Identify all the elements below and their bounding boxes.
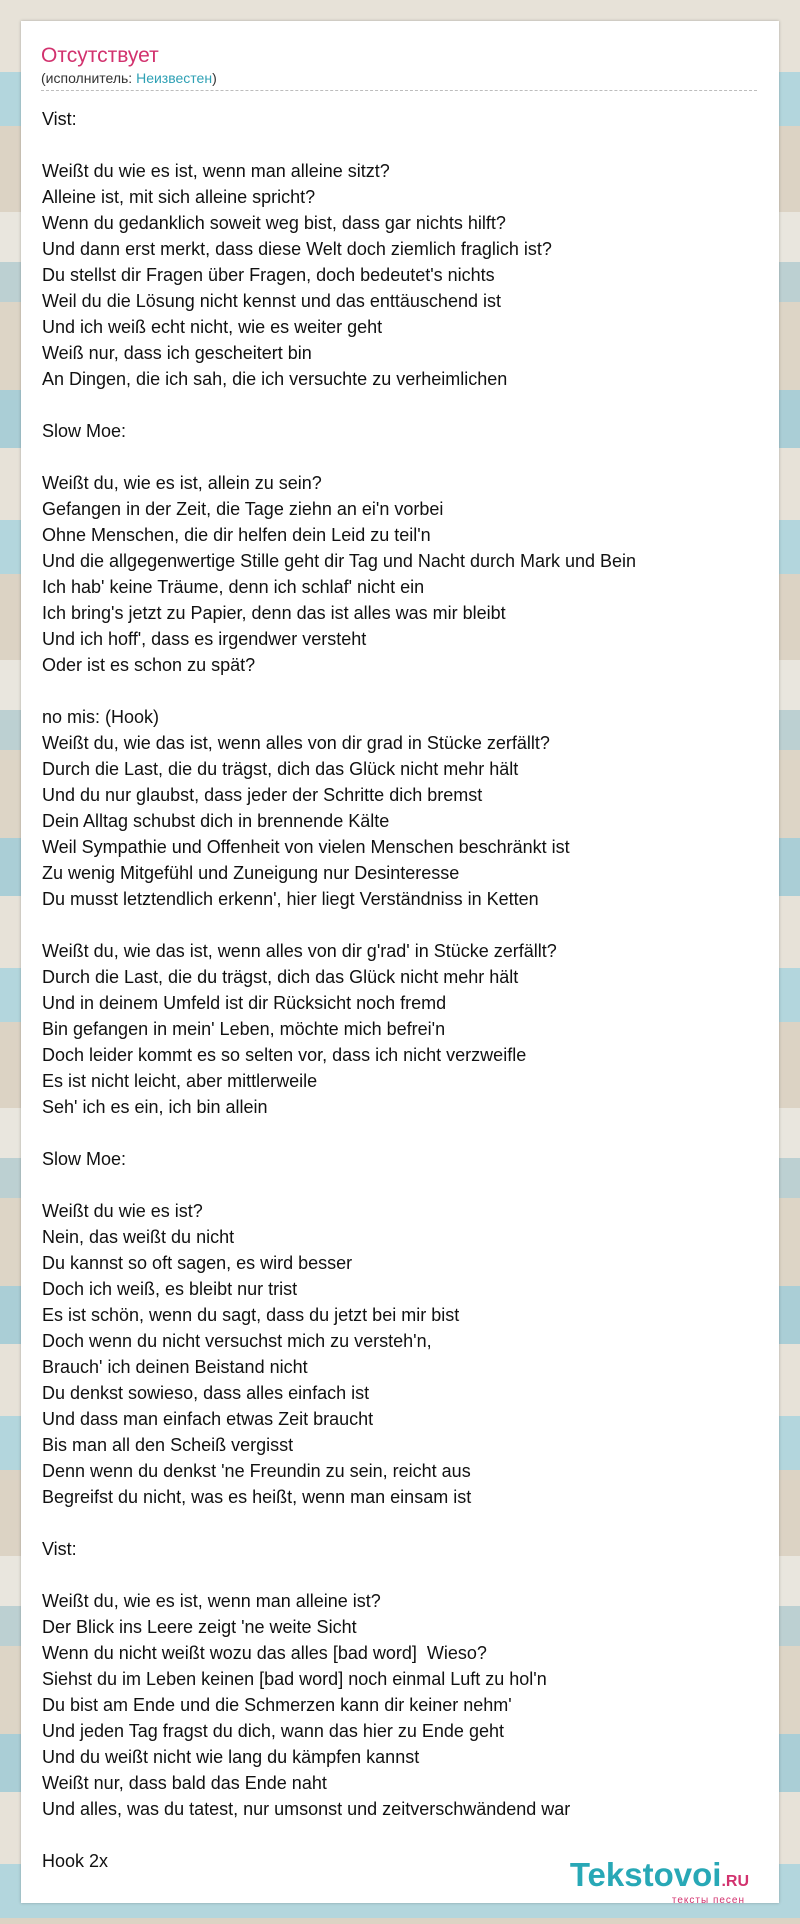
lyrics-line bbox=[42, 678, 758, 704]
lyrics-line: Siehst du im Leben keinen [bad word] noch einmal Luft zu hol'n bbox=[42, 1669, 547, 1689]
song-title: Отсутствует bbox=[41, 44, 159, 67]
lyrics-line: Es ist nicht leicht, aber mittlerweile bbox=[42, 1071, 318, 1091]
artist-line bbox=[41, 69, 757, 87]
lyrics-line: Und in deinem Umfeld ist dir Rücksicht noch fremd bbox=[42, 993, 447, 1013]
lyrics-line bbox=[42, 1120, 758, 1146]
lyrics-line bbox=[42, 1562, 758, 1588]
lyrics-line bbox=[42, 1172, 758, 1198]
lyrics-line: Seh' ich es ein, ich bin allein bbox=[42, 1097, 268, 1117]
lyrics-line: Weiß nur, dass ich gescheitert bin bbox=[42, 343, 312, 363]
lyrics-line: Du stellst dir Fragen über Fragen, doch bedeutet's nichts bbox=[42, 265, 495, 285]
lyrics-line: Ich bring's jetzt zu Papier, denn das ist alles was mir bleibt bbox=[42, 603, 506, 623]
lyrics-line: Brauch' ich deinen Beistand nicht bbox=[42, 1357, 308, 1377]
lyrics-line: Es ist schön, wenn du sagt, dass du jetzt bei mir bist bbox=[42, 1305, 460, 1325]
lyrics-line: Weißt nur, dass bald das Ende naht bbox=[42, 1773, 327, 1793]
artist-prefix: (исполнитель: bbox=[41, 70, 137, 86]
lyrics-line: Du kannst so oft sagen, es wird besser bbox=[42, 1253, 353, 1273]
lyrics-line: Weißt du, wie das ist, wenn alles von dir g'rad' in Stücke zerfällt? bbox=[42, 941, 557, 961]
lyrics-line: Und ich weiß echt nicht, wie es weiter geht bbox=[42, 317, 383, 337]
lyrics-line: Du musst letztendlich erkenn', hier liegt Verständniss in Ketten bbox=[42, 889, 539, 909]
lyrics-line: Nein, das weißt du nicht bbox=[42, 1227, 235, 1247]
lyrics-line: Weißt du, wie es ist, wenn man alleine ist? bbox=[42, 1591, 381, 1611]
lyrics-line: Begreifst du nicht, was es heißt, wenn man einsam ist bbox=[42, 1487, 472, 1507]
lyrics-line: Zu wenig Mitgefühl und Zuneigung nur Desinteresse bbox=[42, 863, 460, 883]
lyrics-line bbox=[42, 444, 758, 470]
lyrics-line: Und alles, was du tatest, nur umsonst und zeitverschwändend war bbox=[42, 1799, 571, 1819]
lyrics-line: Doch leider kommt es so selten vor, dass ich nicht verzweifle bbox=[42, 1045, 527, 1065]
lyrics-line: Vist: bbox=[42, 1539, 77, 1559]
lyrics-line: Denn wenn du denkst 'ne Freundin zu sein, reicht aus bbox=[42, 1461, 471, 1481]
lyrics-line bbox=[42, 1822, 758, 1848]
lyrics-line bbox=[42, 1510, 758, 1536]
logo-wordmark: Tekstovoi bbox=[569, 1856, 722, 1893]
lyrics-line: Vist: bbox=[42, 109, 77, 129]
song-card bbox=[21, 21, 779, 1906]
lyrics-line: Weißt du wie es ist, wenn man alleine sitzt? bbox=[42, 161, 390, 181]
lyrics-line: Bis man all den Scheiß vergisst bbox=[42, 1435, 294, 1455]
lyrics-line: Slow Moe: bbox=[42, 1149, 127, 1169]
lyrics-line: Und du nur glaubst, dass jeder der Schritte dich bremst bbox=[42, 785, 483, 805]
lyrics-line: Du bist am Ende und die Schmerzen kann dir keiner nehm' bbox=[42, 1695, 512, 1715]
lyrics-line: Alleine ist, mit sich alleine spricht? bbox=[42, 187, 316, 207]
logo-tld: .RU bbox=[721, 1873, 749, 1890]
lyrics-line: Durch die Last, die du trägst, dich das Glück nicht mehr hält bbox=[42, 967, 519, 987]
song-header bbox=[41, 43, 757, 91]
lyrics-line: Ich hab' keine Träume, denn ich schlaf' nicht ein bbox=[42, 577, 425, 597]
lyrics-line: Du denkst sowieso, dass alles einfach ist bbox=[42, 1383, 370, 1403]
lyrics-text bbox=[42, 106, 758, 1874]
lyrics-line: Und dass man einfach etwas Zeit braucht bbox=[42, 1409, 374, 1429]
lyrics-line bbox=[42, 912, 758, 938]
lyrics-line: Weißt du wie es ist? bbox=[42, 1201, 203, 1221]
artist-link[interactable]: Неизвестен bbox=[136, 70, 213, 86]
lyrics-line: Weißt du, wie es ist, allein zu sein? bbox=[42, 473, 322, 493]
lyrics-line: Durch die Last, die du trägst, dich das Glück nicht mehr hält bbox=[42, 759, 519, 779]
lyrics-line: Wenn du gedanklich soweit weg bist, dass gar nichts hilft? bbox=[42, 213, 506, 233]
lyrics-line: An Dingen, die ich sah, die ich versuchte zu verheimlichen bbox=[42, 369, 508, 389]
lyrics-line: Wenn du nicht weißt wozu das alles [bad word] Wieso? bbox=[42, 1643, 487, 1663]
lyrics-line: Weil du die Lösung nicht kennst und das enttäuschend ist bbox=[42, 291, 501, 311]
lyrics-line: Doch wenn du nicht versuchst mich zu versteh'n, bbox=[42, 1331, 432, 1351]
lyrics-line: Und jeden Tag fragst du dich, wann das hier zu Ende geht bbox=[42, 1721, 504, 1741]
lyrics-line: Hook 2x bbox=[42, 1851, 109, 1871]
lyrics-line: Doch ich weiß, es bleibt nur trist bbox=[42, 1279, 298, 1299]
lyrics-line: Und ich hoff', dass es irgendwer versteht bbox=[42, 629, 367, 649]
lyrics-line: Bin gefangen in mein' Leben, möchte mich befrei'n bbox=[42, 1019, 446, 1039]
lyrics-line: Ohne Menschen, die dir helfen dein Leid zu teil'n bbox=[42, 525, 431, 545]
lyrics-line: Und dann erst merkt, dass diese Welt doch ziemlich fraglich ist? bbox=[42, 239, 552, 259]
lyrics-line: Weil Sympathie und Offenheit von vielen Menschen beschränkt ist bbox=[42, 837, 570, 857]
lyrics-line: Der Blick ins Leere zeigt 'ne weite Sicht bbox=[42, 1617, 357, 1637]
lyrics-line bbox=[42, 392, 758, 418]
lyrics-line: Weißt du, wie das ist, wenn alles von dir grad in Stücke zerfällt? bbox=[42, 733, 550, 753]
lyrics-line: Dein Alltag schubst dich in brennende Kälte bbox=[42, 811, 390, 831]
lyrics-line: Oder ist es schon zu spät? bbox=[42, 655, 256, 675]
lyrics-line: Gefangen in der Zeit, die Tage ziehn an ei'n vorbei bbox=[42, 499, 444, 519]
logo-tagline: тексты песен bbox=[671, 1895, 745, 1906]
site-logo[interactable] bbox=[570, 1858, 749, 1906]
lyrics-line: Slow Moe: bbox=[42, 421, 127, 441]
lyrics-line: Und du weißt nicht wie lang du kämpfen kannst bbox=[42, 1747, 420, 1767]
lyrics-line: no mis: (Hook) bbox=[42, 707, 160, 727]
lyrics-line: Und die allgegenwertige Stille geht dir Tag und Nacht durch Mark und Bein bbox=[42, 551, 637, 571]
lyrics-line bbox=[42, 132, 758, 158]
artist-suffix: ) bbox=[212, 70, 217, 86]
